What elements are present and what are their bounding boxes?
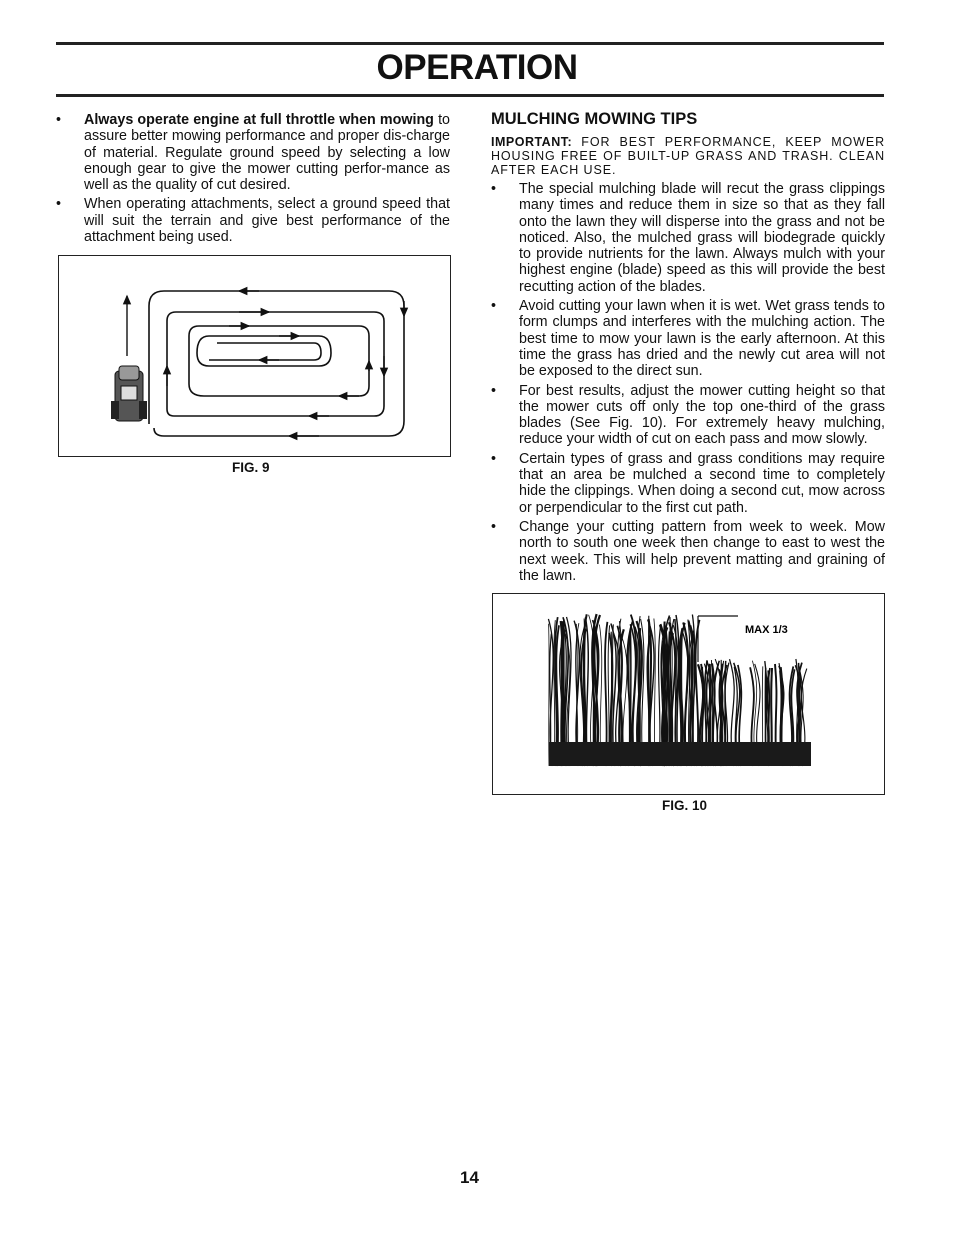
max-height-marker bbox=[698, 616, 738, 662]
bullet-text: For best results, adjust the mower cutting height so that the mower cuts off only the top one-third of the grass blades (See Fig. 10). For extremely heavy mulching, reduce your width of cut on each pass and mow slowly. bbox=[519, 382, 885, 448]
fig9-diagram bbox=[58, 255, 451, 457]
list-item bbox=[56, 196, 450, 245]
bullet-text: Avoid cutting your lawn when it is wet. Wet grass tends to form clumps and interferes with the mulching action. The best time to mow your lawn is the early afternoon. At this time the grass has dried and the newly cut area will not be exposed to the direct sun. bbox=[519, 298, 885, 380]
left-bullet-list bbox=[56, 112, 450, 245]
grass-height-illustration bbox=[493, 594, 884, 794]
bullet-marker: • bbox=[491, 450, 497, 467]
header-top-rule bbox=[56, 42, 884, 45]
bullet-marker: • bbox=[491, 518, 497, 535]
bullet-text: to assure better mowing performance and proper dis-charge of material. Regulate ground speed by selecting a low enough gear to give the mower cutting perfor-mance as well as the quality of cut desired. bbox=[84, 112, 450, 194]
list-item bbox=[491, 383, 885, 448]
fig10-diagram bbox=[492, 593, 885, 795]
bullet-marker: • bbox=[491, 298, 497, 315]
bullet-bold-lead: Always operate engine at full throttle when mowing bbox=[84, 112, 434, 128]
bullet-marker: • bbox=[56, 196, 62, 213]
bullet-text: Change your cutting pattern from week to week. Mow north to south one week then change to east to west the next week. This will help prevent matting and graining of the lawn. bbox=[519, 518, 885, 584]
bullet-text: When operating attachments, select a ground speed that will suit the terrain and give best performance of the attachment being used. bbox=[84, 196, 450, 246]
list-item bbox=[56, 112, 450, 193]
mowing-pattern-illustration bbox=[59, 256, 450, 456]
list-item bbox=[491, 451, 885, 516]
grass-illustration bbox=[548, 614, 811, 766]
bullet-text: The special mulching blade will recut the grass clippings many times and reduce them in size so that as they fall onto the lawn they will disperse into the grass and not be noticed. Also, the mulched grass will biodegrade quickly to provide nutrients for the lawn. Always mulch with your highest engine (blade) speed as this will provide the best recutting action of the blades. bbox=[519, 181, 885, 295]
tractor-icon bbox=[111, 366, 147, 421]
page-title: OPERATION bbox=[376, 48, 578, 87]
bullet-marker: • bbox=[491, 382, 497, 399]
fig10-caption: FIG. 10 bbox=[662, 798, 708, 813]
bullet-text: Certain types of grass and grass conditions may require that an area be mulched a second time to completely hide the clippings. When doing a second cut, mow across or perpendicular to the first cut path. bbox=[519, 450, 885, 516]
page-number: 14 bbox=[460, 1168, 479, 1187]
bullet-marker: • bbox=[56, 112, 62, 128]
important-text: FOR BEST PERFORMANCE, KEEP MOWER HOUSING FREE OF BUILT-UP GRASS AND TRASH. CLEAN AFTER EACH USE. bbox=[491, 135, 885, 177]
left-column bbox=[56, 112, 450, 248]
list-item bbox=[491, 181, 885, 295]
header-bottom-rule bbox=[56, 94, 884, 97]
max-one-third-label: MAX 1/3 bbox=[745, 624, 788, 636]
list-item bbox=[491, 519, 885, 584]
bullet-marker: • bbox=[491, 181, 497, 197]
important-note bbox=[491, 135, 885, 177]
spiral-path bbox=[149, 291, 404, 436]
list-item bbox=[491, 298, 885, 379]
grass-base bbox=[549, 742, 811, 766]
fig9-caption: FIG. 9 bbox=[232, 460, 270, 475]
important-label: IMPORTANT: bbox=[491, 135, 573, 149]
right-column bbox=[491, 110, 885, 587]
section-heading: MULCHING MOWING TIPS bbox=[491, 110, 698, 128]
right-bullet-list bbox=[491, 181, 885, 584]
